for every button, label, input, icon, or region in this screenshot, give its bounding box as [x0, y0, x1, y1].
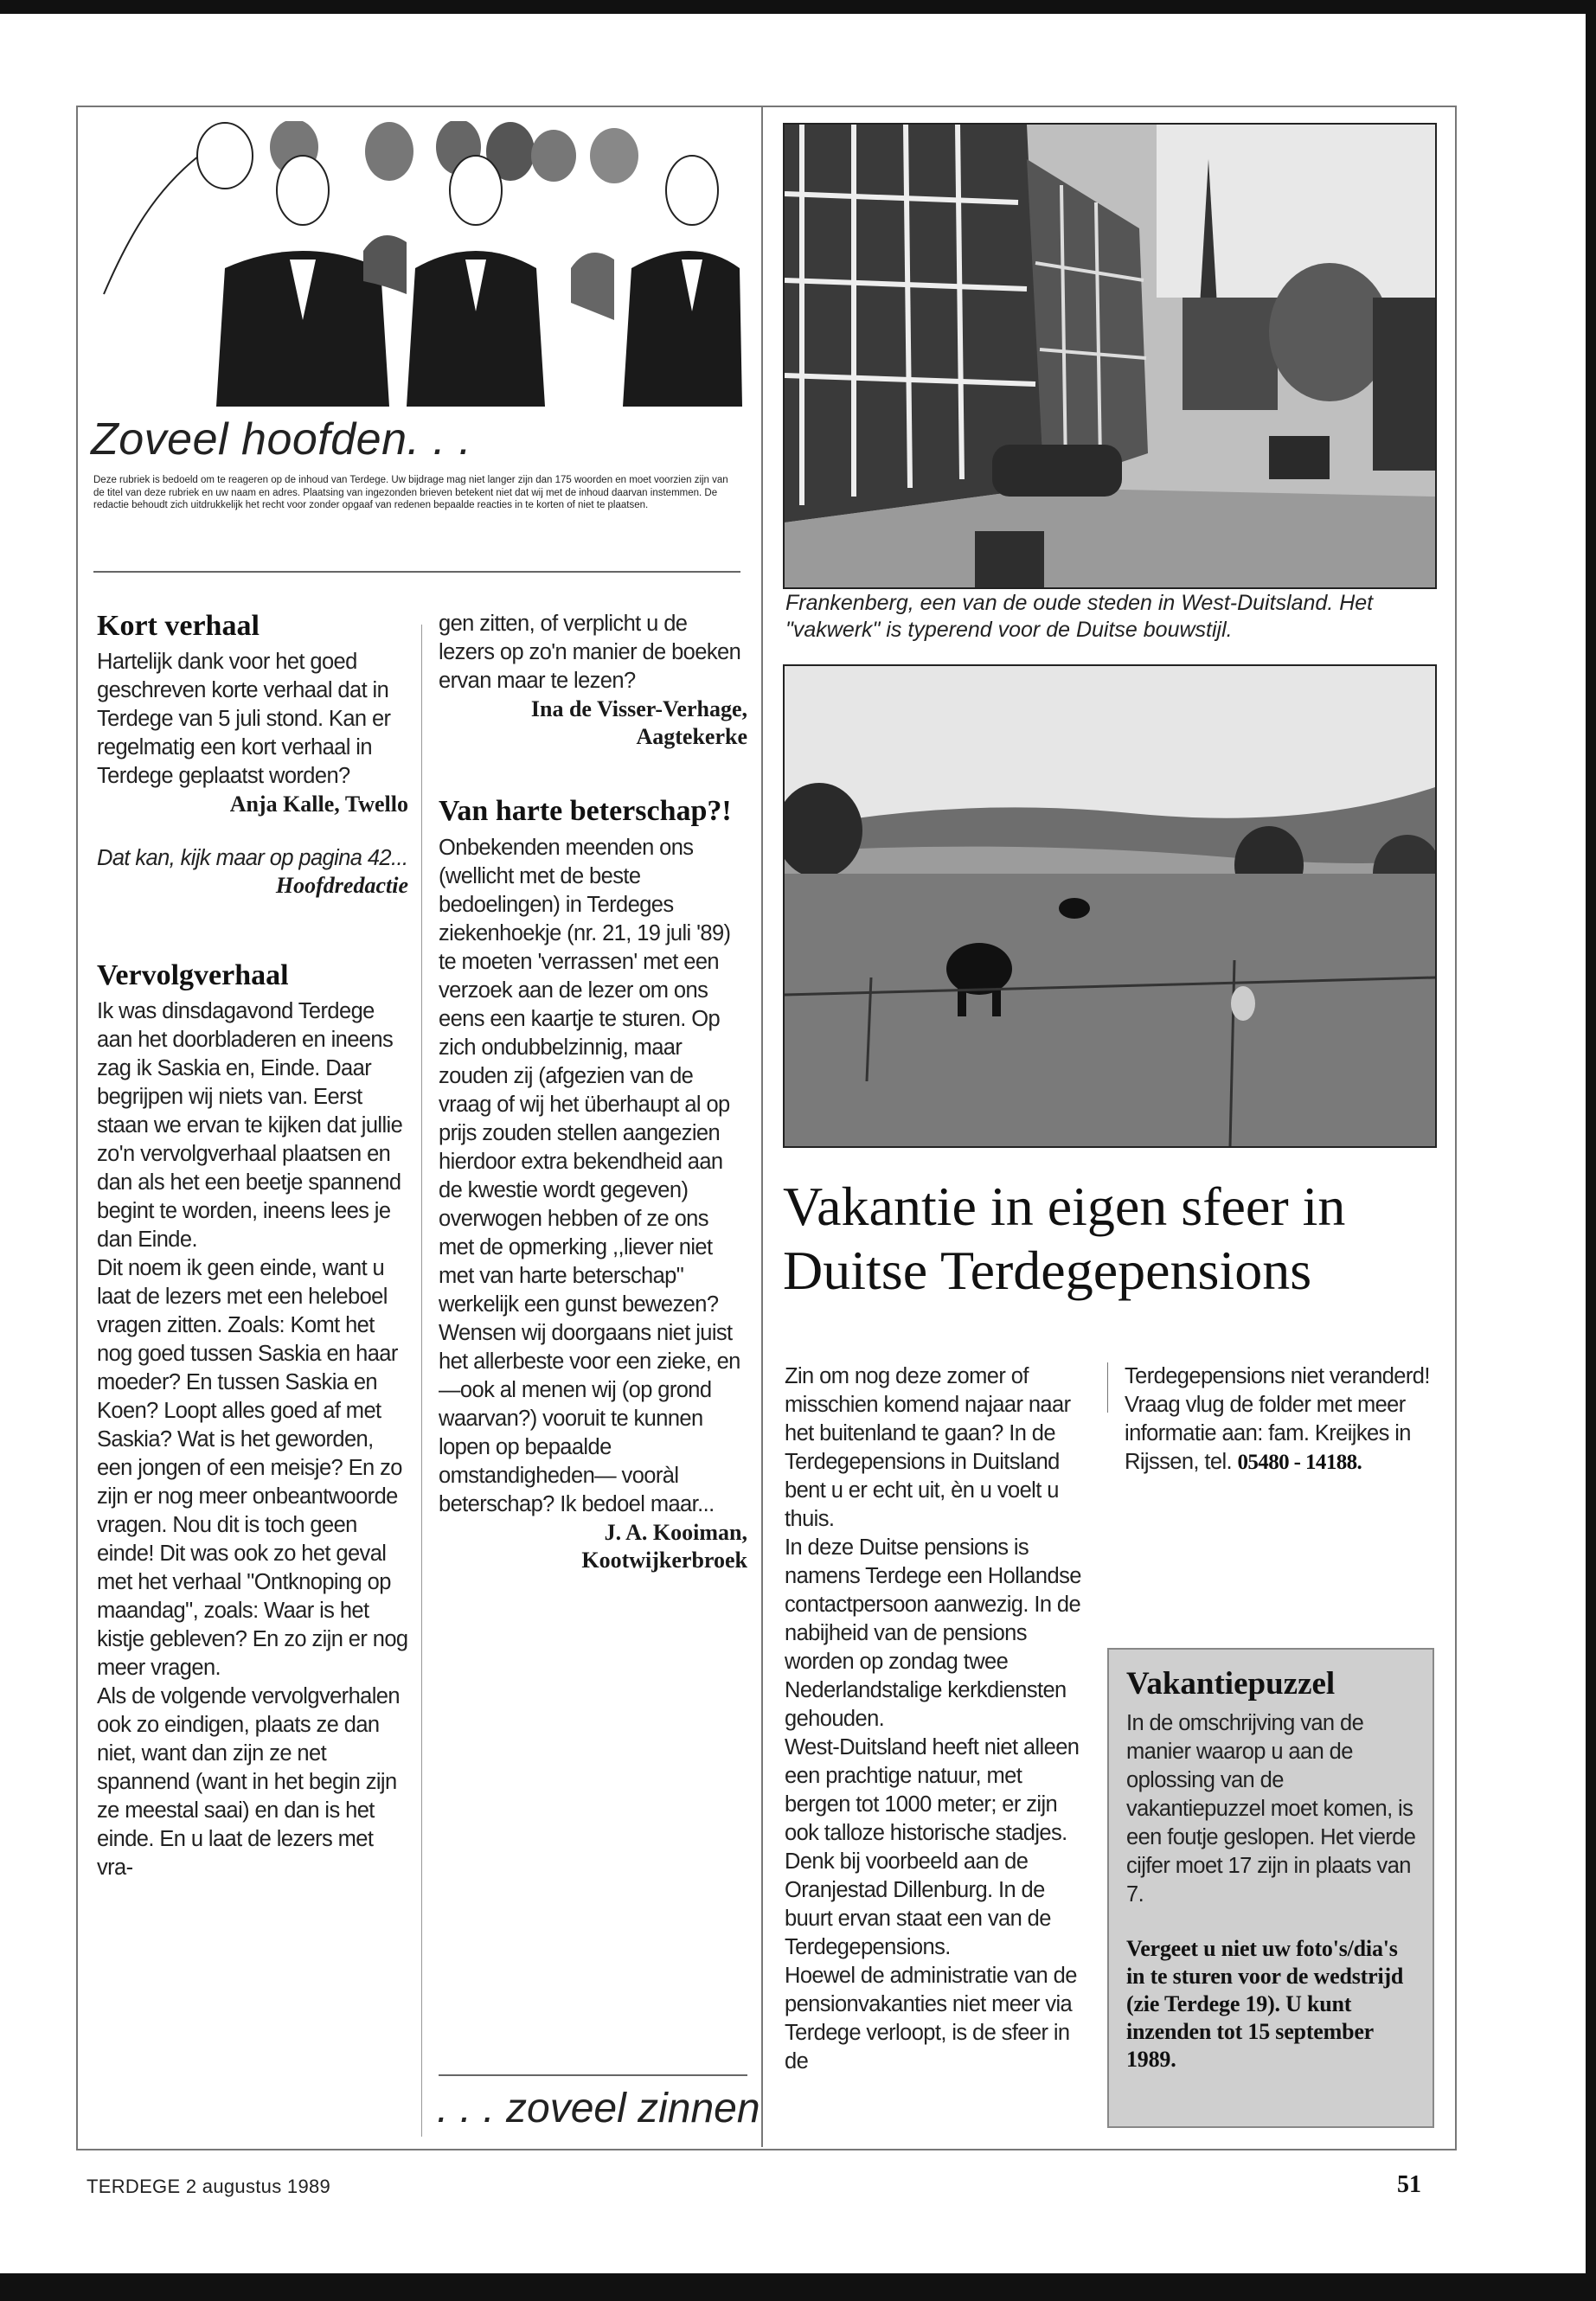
beterschap-signature-place: Kootwijkerbroek [581, 1548, 747, 1573]
section-title: Zoveel hoofden. . . [91, 414, 472, 465]
letters-column-rule [421, 625, 422, 2137]
bottom-border [0, 2273, 1596, 2301]
header-rule [93, 571, 740, 573]
heads-illustration [95, 121, 744, 415]
beterschap-heading: Van harte beterschap?! [439, 795, 732, 827]
article-paragraph-5 [1125, 1362, 1440, 1477]
puzzle-heading: Vakantiepuzzel [1126, 1666, 1336, 1702]
beterschap-body: Onbekenden meenden ons (wellicht met de beste bedoelingen) in Terdeges ziekenhoekje (nr. 21, 19 juli '89) te moeten 'verrassen' met een verzoek aan de lezer om ons eens een kaartje te sturen. Op zich ondubbelzinnig, maar zouden zij (afgezien van de vraag of wij het überhaupt al op prijs zouden stellen aangezien hierdoor extra bekendheid aan de kwestie wordt gegeven) overwogen hebben of ze ons met de opmerking ,,liever niet met van harte beterschap" werkelijk een gunst bewezen? Wensen wij doorgaans niet juist het allerbeste voor een zieke, en —ook al menen wij (op grond waarvan?) vooruit te kunnen lopen op bepaalde omstandigheden— vooràl beterschap? Ik bedoel maar... [439, 836, 740, 1516]
kort-verhaal-signature: Anja Kalle, Twello [229, 792, 408, 817]
beterschap-signature: J. A. Kooiman, [604, 1520, 747, 1545]
footer-publication: TERDEGE 2 augustus 1989 [87, 2176, 331, 2197]
page-number: 51 [1397, 2171, 1421, 2198]
contact-phone: 05480 - 14188. [1237, 1451, 1362, 1474]
top-border [0, 0, 1596, 14]
photo-caption: Frankenberg, een van de oude steden in West-Duitsland. Het "vakwerk" is typerend voor de Duitse bouwstijl. [785, 591, 1374, 642]
closing-phrase: . . . zoveel zinnen [437, 2086, 760, 2131]
kort-verhaal-heading: Kort verhaal [97, 610, 260, 642]
kort-verhaal-body: Hartelijk dank voor het goed geschreven korte verhaal dat in Terdege van 5 juli stond. Kan er regelmatig een kort verhaal in Terdege geplaatst worden? [97, 650, 391, 788]
article-paragraph-5-text: Terdegepensions niet veranderd! Vraag vlug de folder met meer informatie aan: fam. Kreijkes in Rijssen, tel. [1125, 1364, 1430, 1474]
photo-landscape-cows [783, 664, 1437, 1148]
vervolgverhaal-body-3: Als de volgende vervolgverhalen ook zo eindigen, plaats ze dan niet, want dan zijn ze net spannend (want in het begin zijn ze meestal saai) en dan is het einde. En u laat de lezers met vra- [97, 1684, 400, 1880]
article-column-1 [785, 1362, 1092, 2076]
vervolgverhaal-heading: Vervolgverhaal [97, 959, 289, 991]
kort-verhaal-reply: Dat kan, kijk maar op pagina 42... [97, 846, 408, 870]
article-headline: Vakantie in eigen sfeer in Duitse Terdegepensions [783, 1176, 1346, 1301]
puzzle-contest-note: Vergeet u niet uw foto's/dia's in te sturen voor de wedstrijd (zie Terdege 19). U kunt inzenden tot 15 september 1989. [1126, 1936, 1404, 2072]
closing-rule [439, 2074, 747, 2076]
section-intro: Deze rubriek is bedoeld om te reageren op de inhoud van Terdege. Uw bijdrage mag niet langer zijn dan 175 woorden en moet voorzien zijn van de titel van deze rubriek en uw naam en adres. Plaatsing van ingezonden brieven betekent niet dat wij met de inhoud daarvan instemmen. De redactie behoudt zich uitdrukkelijk het recht voor zonder opgaaf van redenen bepaalde reacties in te korten of niet te plaatsen. [93, 475, 728, 510]
puzzle-body: In de omschrijving van de manier waarop u aan de oplossing van de vakantiepuzzel moet komen, is een foutje geslopen. Het vierde cijfer moet 17 zijn in plaats van 7. [1126, 1711, 1416, 1907]
article-paragraph-4: Hoewel de administratie van de pensionvakanties niet meer via Terdege verloopt, is de sfeer in de [785, 1964, 1077, 2073]
article-paragraph-3: West-Duitsland heeft niet alleen een prachtige natuur, met bergen tot 1000 meter; er zijn ook talloze historische stadjes. Denk bij voorbeeld aan de Oranjestad Dillenburg. In de buurt ervan staat een van de Terdegepensions. [785, 1735, 1080, 1959]
article-column-2 [1125, 1362, 1440, 1477]
kort-verhaal-reply-signature: Hoofdredactie [275, 873, 408, 898]
column-separator [761, 106, 763, 2147]
article-paragraph-1: Zin om nog deze zomer of misschien komend najaar naar het buitenland te gaan? In de Terdegepensions in Duitsland bent u er echt uit, èn u voelt u thuis. [785, 1364, 1071, 1531]
vervolgverhaal-signature: Ina de Visser-Verhage, [530, 696, 747, 721]
vervolgverhaal-continuation: gen zitten, of verplicht u de lezers op zo'n manier de boeken ervan maar te lezen? [439, 612, 741, 693]
article-paragraph-2: In deze Duitse pensions is namens Terdege een Hollandse contactpersoon aanwezig. In de nabijheid van de pensions worden op zondag twee Nederlandstalige kerkdiensten gehouden. [785, 1535, 1081, 1731]
article-column-rule [1107, 1362, 1108, 1413]
letters-column-2 [439, 610, 747, 1574]
vakantiepuzzel-box [1107, 1648, 1434, 2128]
vervolgverhaal-signature-place: Aagtekerke [636, 724, 747, 749]
letters-column-1 [97, 610, 408, 1882]
vervolgverhaal-body-1: Ik was dinsdagavond Terdege aan het doorbladeren en ineens zag ik Saskia en, Einde. Daar begrijpen wij niets van. Eerst staan we ervan te kijken dat jullie zo'n vervolgverhaal plaatsen en dan als het een beetje spannend begint te worden, ineens lees je dan Einde. [97, 999, 403, 1252]
right-border [1586, 0, 1596, 2301]
vervolgverhaal-body-2: Dit noem ik geen einde, want u laat de lezers met een heleboel vragen zitten. Zoals: Komt het nog goed tussen Saskia en haar moeder? En tussen Saskia en Koen? Loopt alles goed af met Saskia? Wat is het geworden, een jongen of een meisje? En zo zijn er nog meer onbeantwoorde vragen. Nou dit is toch geen einde! Dit was ook zo het geval met het verhaal "Ontknoping op maandag", zoals: Waar is het kistje gebleven? En zo zijn er nog meer vragen. [97, 1256, 408, 1680]
photo-frankenberg [783, 123, 1437, 589]
